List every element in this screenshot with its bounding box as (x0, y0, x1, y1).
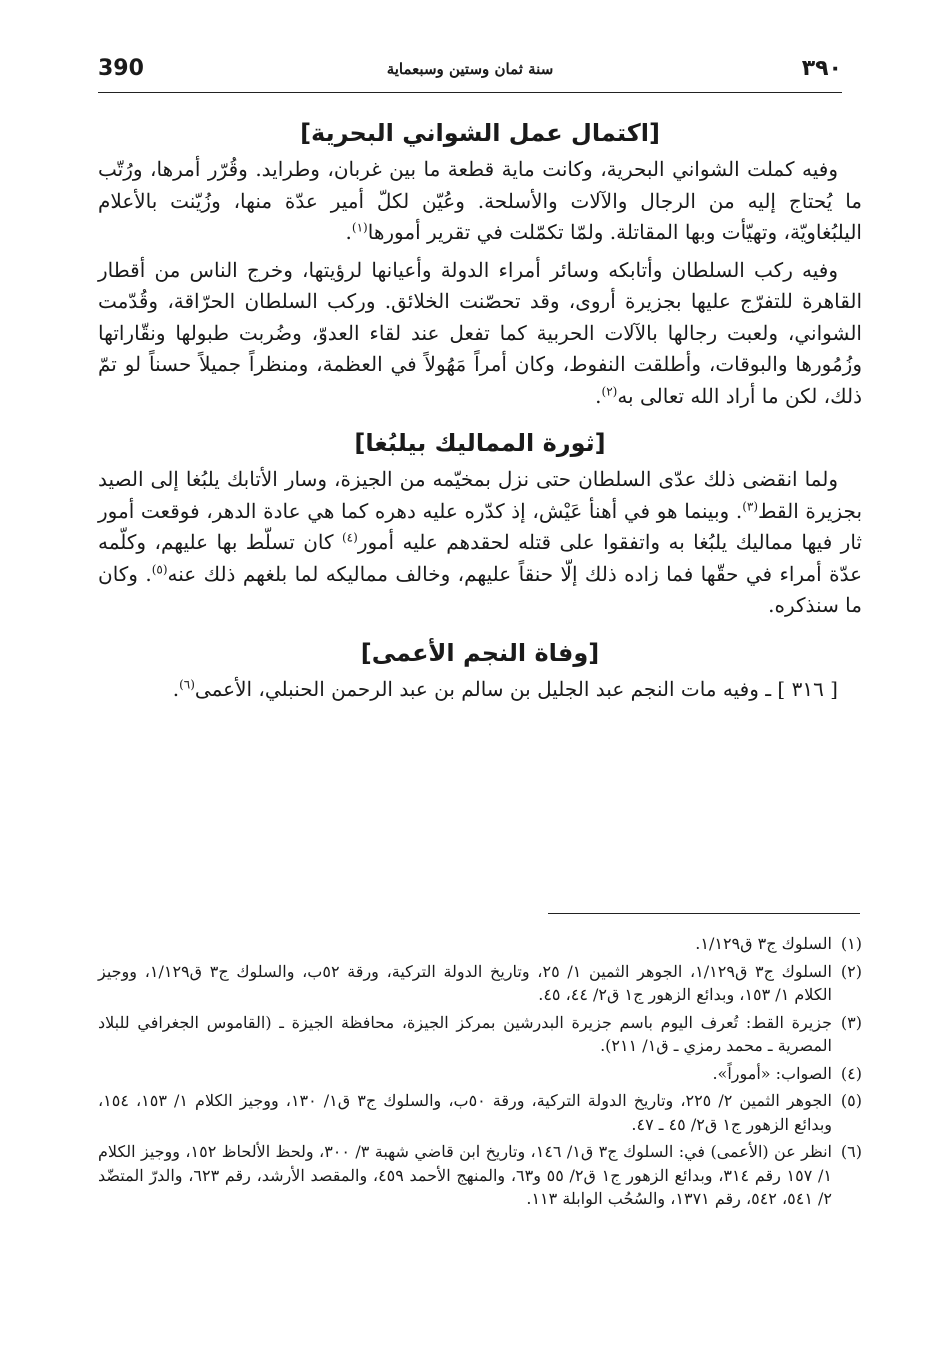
paragraph-text: وفيه كملت الشواني البحرية، وكانت ماية قطعة ما بين غربان، وطرايد. وقُرّر أمرها، ورُتّب ما يُحتاج إليه من الرجال والآلات والأسلحة. وعُيّن لكلّ أمير عدّة منها، وزُيّنت بالأعلام اليلبُغاويّة، وتهيّأت وبها المقاتلة. ولمّا تكمّلت في تقرير أمورها (98, 157, 862, 244)
paragraph-tail: . (172, 676, 180, 701)
footnote-number: (٥) (840, 1091, 862, 1110)
footnote-ref: (١) (351, 220, 368, 235)
footnote-number: (٣) (840, 1012, 862, 1032)
paragraph-text: . وبينما هو في أهنأ عَيْش، إذ كدّره عليه دهره كما هي عادة الدهر، فوقعت أمور ثار فيها مماليك يلبُغا به واتفقوا على قتله لحقدهم عليه أمور (98, 498, 862, 554)
section-heading: [وفاة النجم الأعمى] (360, 638, 600, 667)
page-number-latin: 390 (98, 56, 144, 81)
footnote-text: الجوهر الثمين ٢/ ٢٢٥، وتاريخ الدولة التركية، ورقة ٥٠ب، والسلوك ج٣ ق١/ ١٣٠، ووجيز الكلام ١/ ١٥٣، ١٥٤، وبدائع الزهور ج١ ق٢/ ٤٥ ـ ٤٧. (98, 1091, 833, 1134)
footnote (98, 1062, 862, 1086)
footnote-number: (٤) (840, 1063, 862, 1083)
running-header (98, 56, 842, 93)
footnote-ref: (٢) (601, 383, 618, 398)
page-number-arabic: ٣٩٠ (801, 56, 842, 81)
paragraph (98, 464, 862, 622)
paragraph (98, 255, 862, 413)
main-text (98, 112, 862, 705)
footnote (98, 932, 862, 956)
paragraph (98, 674, 862, 706)
footnote-text: انظر عن (الأعمى) في: السلوك ج٣ ق١/ ١٤٦، وتاريخ ابن قاضي شهبة ٣/ ٣٠٠، ولحظ الألحاظ ١٥٢، ووجيز الكلام ١/ ١٥٧ رقم ٣١٤، وبدائع الزهور ج١ ق٢/ ٥٥ و٦٣، والمنهج الأحمد ٤٥٩، والمقصد الأرشد، رقم ٦٢٣، والدرّ المتضّد ٢/ ٥٤١، ٥٤٢، رقم ١٣٧١، والسُحُب الوابلة ١١٣. (98, 1142, 833, 1208)
footnote-ref: (٥) (151, 561, 168, 576)
paragraph-tail: . (345, 220, 352, 244)
footnote-number: (٢) (840, 961, 862, 981)
footnote (98, 1140, 862, 1211)
running-title: سنة ثمان وستين وسبعماية (386, 60, 554, 78)
paragraph-text: كان تسلّط بها عليهم، وكلّمه عدّة أمراء في حقّها فما زاده ذلك إلّا حنقاً عليهم، وخالف مماليكه لما بلغهم ذلك عنه (98, 530, 862, 586)
footnote-ref: (٣) (742, 498, 759, 513)
footnote (98, 1011, 862, 1058)
footnotes (98, 932, 862, 1215)
paragraph-text: [ ٣١٦ ] ـ وفيه مات النجم عبد الجليل بن سالم بن عبد الرحمن الحنبلي، الأعمى (194, 676, 838, 701)
footnote-text: جزيرة القط: تُعرف اليوم باسم جزيرة البدرشين بمركز الجيزة، محافظة الجيزة ـ (القاموس الجغرافي للبلاد المصرية ـ محمد رمزي ـ ق١/ ٢١١). (98, 1012, 832, 1055)
paragraph-text: ولما انقضى ذلك عدّى السلطان حتى نزل بمخيّمه من الجيزة، وسار الأتابك يلبُغا إلى الصيد بجزيرة القط (98, 467, 863, 523)
footnote (98, 960, 862, 1007)
section-heading: [اكتمال عمل الشواني البحرية] (300, 119, 660, 147)
footnote (98, 1089, 862, 1136)
footnote-ref: (٦) (179, 676, 195, 691)
paragraph (98, 154, 862, 249)
paragraph-tail: . (595, 383, 602, 408)
footnote-divider (548, 913, 860, 914)
footnote-number: (١) (840, 934, 862, 953)
footnote-text: السلوك ج٣ ق١/١٢٩، الجوهر الثمين ١/ ٢٥، وتاريخ الدولة التركية، ورقة ٥٢ب، والسلوك ج٣ ق١/١٢٩، ووجيز الكلام ١/ ١٥٣، وبدائع الزهور ج١ ق٢/ ٤٤، ٤٥. (98, 961, 833, 1004)
footnote-number: (٦) (840, 1142, 862, 1161)
footnote-text: السلوك ج٣ ق١/١٢٩. (695, 934, 832, 953)
section-heading: [ثورة المماليك بيلبُغا] (354, 429, 606, 457)
footnote-text: الصواب: «أموراً». (712, 1063, 832, 1083)
footnote-ref: (٤) (341, 530, 358, 545)
paragraph-text: وفيه ركب السلطان وأتابكه وسائر أمراء الدولة وأعيانها لرؤيتها، وخرج الناس من أقطار القاهرة للتفرّج عليها بجزيرة أروى، وقد تحصّنت الخلائق. وركب السلطان الحرّاقة، وقُدّمت الشواني، ولعبت رجالها بالآلات الحربية كما تفعل عند لقاء العدوّ، وضُربت طبولها ونقّاراتها وزُمُورها والبوقات، وأطلقت النفوط، وكان أمراً مَهُولاً في العظمة، ومنظراً جميلاً حسناً لو تمّ ذلك، لكن ما أراد الله تعالى به (98, 257, 862, 408)
paragraph-tail: . وكان ما سنذكره. (98, 561, 862, 617)
